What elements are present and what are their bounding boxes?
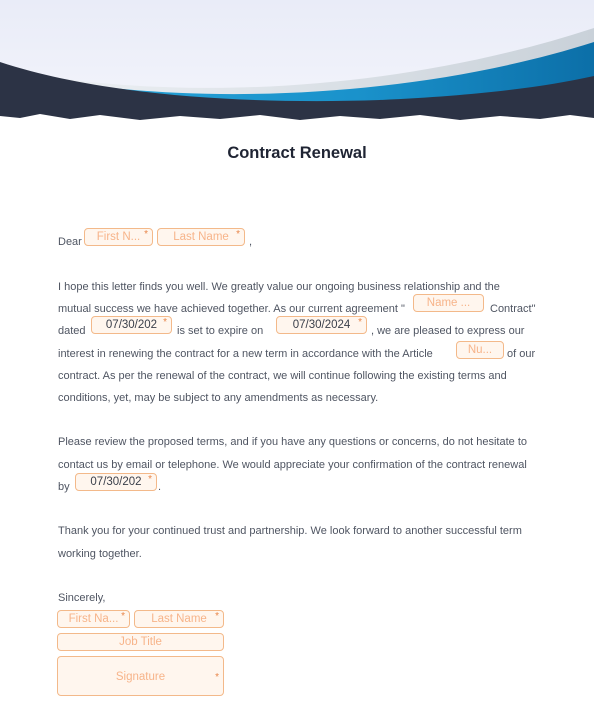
paragraph-2-line-2: contact us by email or telephone. We would appreciate your confirmation of the contract renewal [58,459,527,471]
signature-field[interactable]: Signature * [57,656,224,696]
agreement-name-field[interactable]: Name ... [413,294,484,312]
expire-date-field[interactable]: 07/30/2024 * [276,316,367,334]
paragraph-2-line-3a: by [58,481,70,493]
first-name-field[interactable]: First N... * [84,228,153,246]
confirm-by-date-field[interactable]: 07/30/202 * [75,473,157,491]
signer-first-name-field[interactable]: First Na... * [57,610,130,628]
closing-text: Sincerely, [58,592,106,604]
paragraph-1-line-5: contract. As per the renewal of the contract, we will continue following the existing terms and [58,370,507,382]
paragraph-1-line-3b: is set to expire on [177,325,264,337]
paragraph-1-line-6: conditions, yet, may be subject to any amendments as necessary. [58,392,379,404]
job-title-field[interactable]: Job Title [57,633,224,651]
paragraph-1-line-4b: of our [507,348,536,360]
required-mark: * [215,611,219,622]
header-banner [0,0,594,130]
paragraph-3-line-2: working together. [58,548,142,560]
article-number-field[interactable]: Nu... [456,341,504,359]
page-title: Contract Renewal [227,144,367,162]
paragraph-3-line-1: Thank you for your continued trust and partnership. We look forward to another successful term [58,525,522,537]
paragraph-1-line-3c: , we are pleased to express our [371,325,525,337]
paragraph-1-line-2b: Contract" [490,303,536,315]
dated-date-field[interactable]: 07/30/202 * [91,316,172,334]
paragraph-2-line-1: Please review the proposed terms, and if you have any questions or concerns, do not hesitate to [58,436,527,448]
salutation-comma: , [249,236,253,248]
paragraph-1-line-4a: interest in renewing the contract for a new term in accordance with the Article [58,348,433,360]
salutation-dear: Dear [58,236,82,248]
required-mark: * [215,672,219,683]
required-mark: * [163,317,167,328]
required-mark: * [121,611,125,622]
paragraph-1-line-2a: mutual success we have achieved together. As our current agreement " [58,303,405,315]
signer-last-name-field[interactable]: Last Name * [134,610,224,628]
required-mark: * [144,229,148,240]
paragraph-2-line-3b: . [158,481,162,493]
paragraph-1-line-3a: dated [58,325,86,337]
paragraph-1-line-1: I hope this letter finds you well. We greatly value our ongoing business relationship and the [58,281,500,293]
required-mark: * [236,229,240,240]
required-mark: * [358,317,362,328]
last-name-field[interactable]: Last Name * [157,228,245,246]
required-mark: * [148,474,152,485]
